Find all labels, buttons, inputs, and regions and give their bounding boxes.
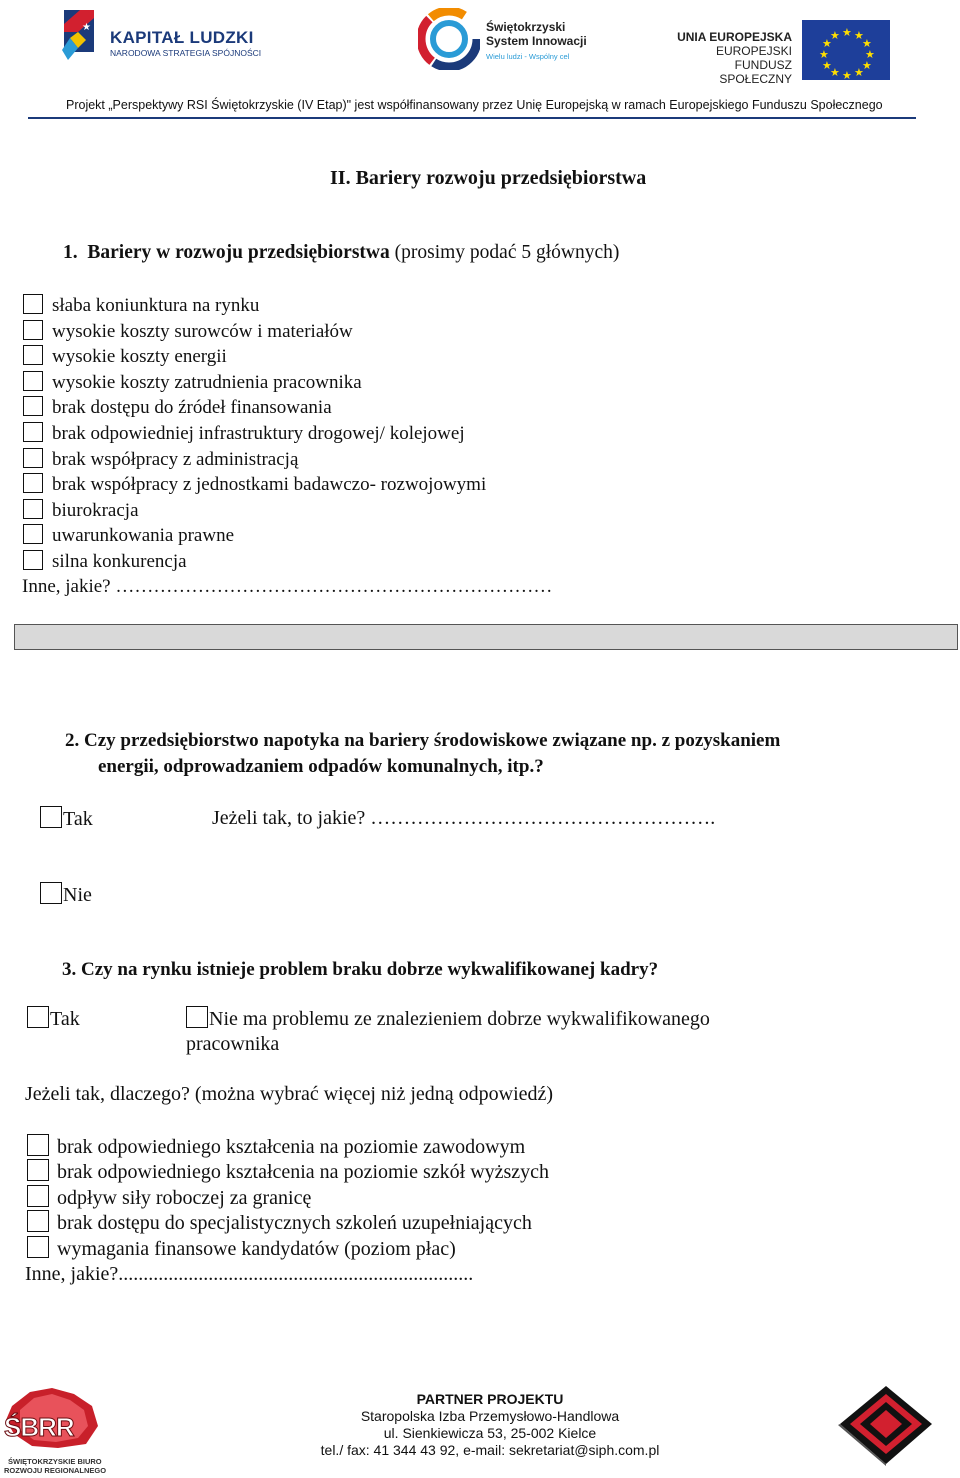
checkbox[interactable] (23, 448, 43, 468)
eu-line1: UNIA EUROPEJSKA (677, 30, 792, 44)
checkbox[interactable] (23, 294, 43, 314)
checkbox[interactable] (27, 1006, 49, 1028)
ssi-tagline: Wielu ludzi - Wspólny cel (486, 52, 570, 61)
q2-no-option[interactable]: Nie (40, 882, 92, 908)
siph-logo-icon (838, 1384, 934, 1466)
partner-address: ul. Sienkiewicza 53, 25-002 Kielce (383, 1425, 597, 1441)
kl-subtitle: NARODOWA STRATEGIA SPÓJNOŚCI (110, 48, 262, 58)
q3-no-option[interactable]: Nie ma problemu ze znalezieniem dobrze wykwalifikowanego (186, 1006, 710, 1032)
kl-title: KAPITAŁ LUDZKI (110, 28, 254, 47)
checkbox[interactable] (40, 806, 62, 828)
q1-number: 1. (63, 242, 78, 263)
header-rule (28, 117, 916, 119)
eu-line2: EUROPEJSKI (715, 44, 792, 58)
q3-why-label: Jeżeli tak, dlaczego? (można wybrać więcej niż jedną odpowiedź) (25, 1083, 554, 1105)
q1-option[interactable]: wysokie koszty zatrudnienia pracownika (23, 370, 362, 395)
q1-option[interactable]: silna konkurencja (23, 549, 187, 574)
q1-option[interactable]: uwarunkowania prawne (23, 523, 234, 548)
checkbox[interactable] (23, 473, 43, 493)
sbrr-line2: ROZWOJU REGIONALNEGO (4, 1466, 107, 1475)
sbrr-line1: ŚWIĘTOKRZYSKIE BIURO (8, 1457, 102, 1466)
q3-option[interactable]: wymagania finansowe kandydatów (poziom płac) (27, 1236, 456, 1262)
q3-option[interactable]: brak odpowiedniego kształcenia na poziomie szkół wyższych (27, 1159, 549, 1185)
q1-option[interactable]: słaba koniunktura na rynku (23, 293, 259, 318)
checkbox[interactable] (186, 1006, 208, 1028)
partner-title: PARTNER PROJEKTU (416, 1391, 564, 1407)
q1-title: Bariery w rozwoju przedsiębiorstwa (87, 242, 390, 263)
q1-heading (63, 242, 619, 264)
checkbox[interactable] (23, 396, 43, 416)
q1-option[interactable]: biurokracja (23, 498, 139, 523)
eu-text (660, 30, 792, 86)
checkbox[interactable] (23, 550, 43, 570)
q1-option[interactable]: wysokie koszty surowców i materiałów (23, 319, 353, 344)
checkbox[interactable] (23, 320, 43, 340)
svg-text:★: ★ (82, 22, 91, 33)
section-title: II. Bariery rozwoju przedsiębiorstwa (330, 167, 647, 189)
ssi-logo-icon (418, 8, 480, 70)
q2-line1: 2. Czy przedsiębiorstwo napotyka na bariery środowiskowe związane np. z pozyskaniem (65, 730, 781, 751)
q3-option[interactable]: brak dostępu do specjalistycznych szkoleń uzupełniających (27, 1210, 532, 1236)
q1-note: (prosimy podać 5 głównych) (394, 242, 620, 263)
partner-contact: tel./ fax: 41 344 43 92, e-mail: sekretariat@siph.com.pl (320, 1442, 660, 1458)
q3-title: 3. Czy na rynku istnieje problem braku dobrze wykwalifikowanej kadry? (62, 959, 659, 980)
eu-line3: FUNDUSZ SPOŁECZNY (719, 58, 792, 86)
q1-option[interactable]: brak współpracy z administracją (23, 447, 298, 472)
q3-other-field[interactable]: Inne, jakie?....................................................................... (25, 1263, 474, 1285)
checkbox[interactable] (23, 422, 43, 442)
q3-no-line2: pracownika (186, 1033, 280, 1055)
project-line: Projekt „Perspektywy RSI Świętokrzyskie (IV Etap)" jest współfinansowany przez Unię Europejską w ramach Europejskiego Funduszu Społecznego (66, 98, 883, 112)
checkbox[interactable] (27, 1236, 49, 1258)
checkbox[interactable] (27, 1134, 49, 1156)
partner-block (300, 1391, 680, 1459)
q3-option[interactable]: brak odpowiedniego kształcenia na poziomie zawodowym (27, 1134, 525, 1160)
q2-yes-option[interactable]: Tak (40, 806, 93, 832)
checkbox[interactable] (40, 882, 62, 904)
kapital-ludzki-logo-icon (56, 10, 102, 70)
checkbox[interactable] (23, 371, 43, 391)
checkbox[interactable] (23, 345, 43, 365)
q3-option[interactable]: odpływ siły roboczej za granicę (27, 1185, 311, 1211)
ssi-line2: System Innowacji (486, 34, 587, 48)
checkbox[interactable] (27, 1159, 49, 1181)
q1-option[interactable]: wysokie koszty energii (23, 344, 227, 369)
q2-if-yes-field[interactable]: Jeżeli tak, to jakie? ……………………………………………. (212, 807, 716, 829)
q1-option[interactable]: brak dostępu do źródeł finansowania (23, 395, 332, 420)
sbrr-logo: ŚBRR (4, 1412, 74, 1442)
ssi-line1: Świętokrzyski (486, 20, 566, 34)
partner-name: Staropolska Izba Przemysłowo-Handlowa (360, 1408, 620, 1424)
q1-other-field[interactable]: Inne, jakie? …………………………………………………………… (22, 576, 553, 597)
q3-yes-option[interactable]: Tak (27, 1006, 80, 1032)
eu-flag-icon: ★ ★ ★ ★ ★ ★ ★ ★ ★ ★ ★ ★ (802, 20, 890, 80)
checkbox[interactable] (27, 1210, 49, 1232)
checkbox[interactable] (27, 1185, 49, 1207)
q2-line2: energii, odprowadzaniem odpadów komunalnych, itp.? (98, 756, 544, 777)
q1-option[interactable]: brak współpracy z jednostkami badawczo- rozwojowymi (23, 472, 486, 497)
separator-bar (14, 624, 958, 650)
q1-option[interactable]: brak odpowiedniej infrastruktury drogowej/ kolejowej (23, 421, 465, 446)
checkbox[interactable] (23, 524, 43, 544)
checkbox[interactable] (23, 499, 43, 519)
